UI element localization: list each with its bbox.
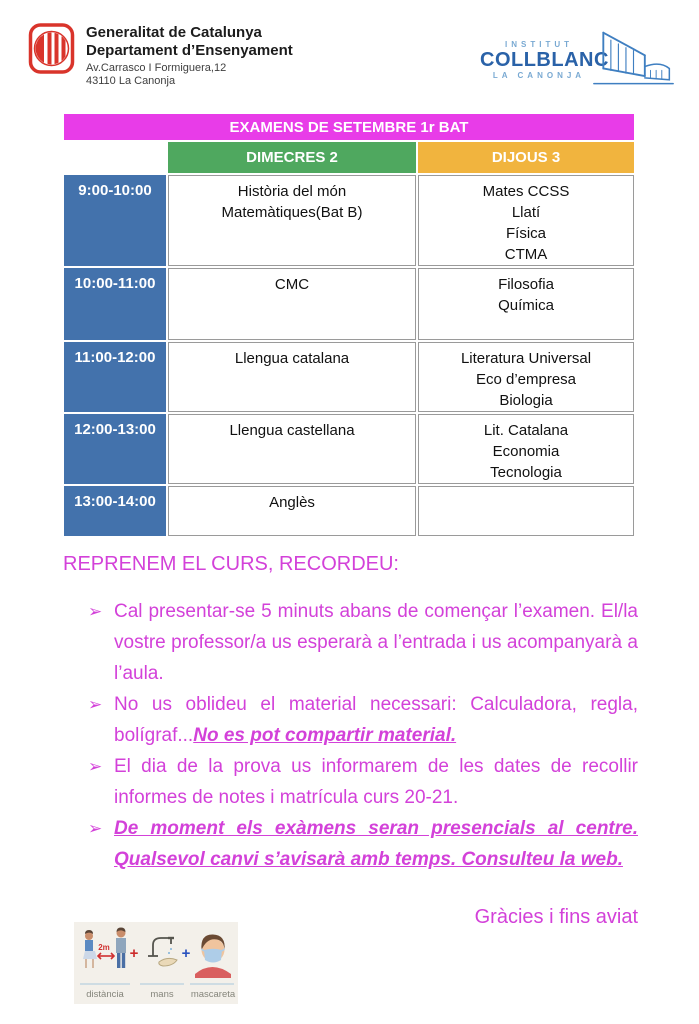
subject-cell — [168, 342, 416, 412]
time-cell: 10:00-11:00 — [64, 268, 166, 340]
time-cell: 9:00-10:00 — [64, 175, 166, 266]
bullet-arrow-icon: ➢ — [88, 757, 103, 776]
subject-cell — [418, 342, 634, 412]
time-cell: 11:00-12:00 — [64, 342, 166, 412]
col-header-dijous: DIJOUS 3 — [418, 142, 634, 173]
list-item-emphasis: No es pot compartir material. — [193, 725, 457, 746]
subject-line: Mates CCSS — [482, 183, 570, 200]
gencat-letterhead — [28, 22, 293, 88]
plus-icon: + — [129, 945, 139, 962]
exam-table — [62, 112, 636, 538]
instructions-list — [88, 596, 638, 875]
subject-cell — [418, 414, 634, 484]
subject-line: Biologia — [499, 392, 553, 409]
list-item — [88, 596, 638, 689]
bullet-arrow-icon: ➢ — [88, 819, 103, 838]
address-line1: Av.Carrasco I Formiguera,12 — [86, 62, 227, 74]
col-header-blank — [64, 142, 166, 173]
section-heading: REPRENEM EL CURS, RECORDEU: — [63, 553, 399, 575]
hands-label: mans — [150, 989, 174, 1000]
subject-line: Literatura Universal — [460, 350, 592, 367]
subject-line: Anglès — [269, 494, 315, 511]
school-logo-top-label: INSTITUT — [505, 40, 573, 49]
department-name: Departament d’Ensenyament — [86, 42, 293, 59]
list-item-text: No us oblideu el material necessari: Calculadora, regla, bolígraf... — [114, 694, 638, 746]
subject-line: Lit. Catalana — [483, 422, 569, 439]
subject-cell — [418, 268, 634, 340]
subject-line: Química — [498, 297, 554, 314]
generalitat-logo-icon — [28, 22, 76, 76]
subject-line: Matemàtiques(Bat B) — [221, 204, 363, 221]
school-logo-name: COLLBLANC — [480, 49, 609, 71]
subject-line: Tecnologia — [490, 464, 562, 481]
distance-2m-label: 2m — [98, 943, 110, 952]
subject-line: Història del món — [237, 183, 347, 200]
time-cell: 12:00-13:00 — [64, 414, 166, 484]
subject-line: Física — [505, 225, 546, 242]
col-header-dimecres: DIMECRES 2 — [168, 142, 416, 173]
subject-cell — [168, 175, 416, 266]
school-building-sketch-icon — [592, 27, 675, 93]
subject-line: CMC — [274, 276, 310, 293]
closing-text: Gràcies i fins aviat — [474, 906, 638, 928]
distance-label: distància — [86, 989, 124, 1000]
hygiene-pictograms — [74, 922, 238, 1004]
address-line2: 43110 La Canonja — [86, 75, 176, 87]
list-item-text: El dia de la prova us informarem de les dates de recollir informes de notes i matrícula curs 20-21. — [114, 756, 638, 808]
bullet-arrow-icon: ➢ — [88, 695, 103, 714]
subject-line: Eco d’empresa — [475, 371, 577, 388]
subject-line: Llatí — [511, 204, 541, 221]
subject-cell — [168, 486, 416, 536]
hygiene-graphic — [74, 922, 238, 1004]
mask-icon — [195, 934, 231, 978]
subject-line: Llengua catalana — [234, 350, 350, 367]
bullet-arrow-icon: ➢ — [88, 602, 103, 621]
list-item — [88, 813, 638, 875]
time-cell: 13:00-14:00 — [64, 486, 166, 536]
school-logo-bottom-label: LA CANONJA — [492, 71, 586, 80]
plus-icon: + — [181, 945, 191, 962]
wash-hands-icon — [148, 938, 177, 966]
subject-cell — [168, 414, 416, 484]
subject-line: Llengua castellana — [229, 422, 355, 439]
subject-cell — [418, 486, 634, 536]
school-logo — [480, 22, 675, 98]
subject-line: Economia — [492, 443, 560, 460]
subject-line: Filosofia — [498, 276, 554, 293]
table-title: EXAMENS DE SETEMBRE 1r BAT — [64, 114, 634, 140]
subject-cell — [418, 175, 634, 266]
org-name: Generalitat de Catalunya — [86, 24, 262, 41]
list-item — [88, 751, 638, 813]
mask-label: mascareta — [190, 989, 236, 1000]
list-item-text: Cal presentar-se 5 minuts abans de començar l’examen. El/la vostre professor/a us esperarà a l’entrada i us acompanyarà a l’aula. — [114, 601, 638, 684]
subject-line: CTMA — [504, 246, 548, 263]
list-item — [88, 689, 638, 751]
distance-icon — [83, 928, 126, 969]
list-item-emphasis: De moment els exàmens seran presencials al centre. Qualsevol canvi s’avisarà amb temps. Consulteu la web. — [114, 818, 638, 870]
subject-cell — [168, 268, 416, 340]
